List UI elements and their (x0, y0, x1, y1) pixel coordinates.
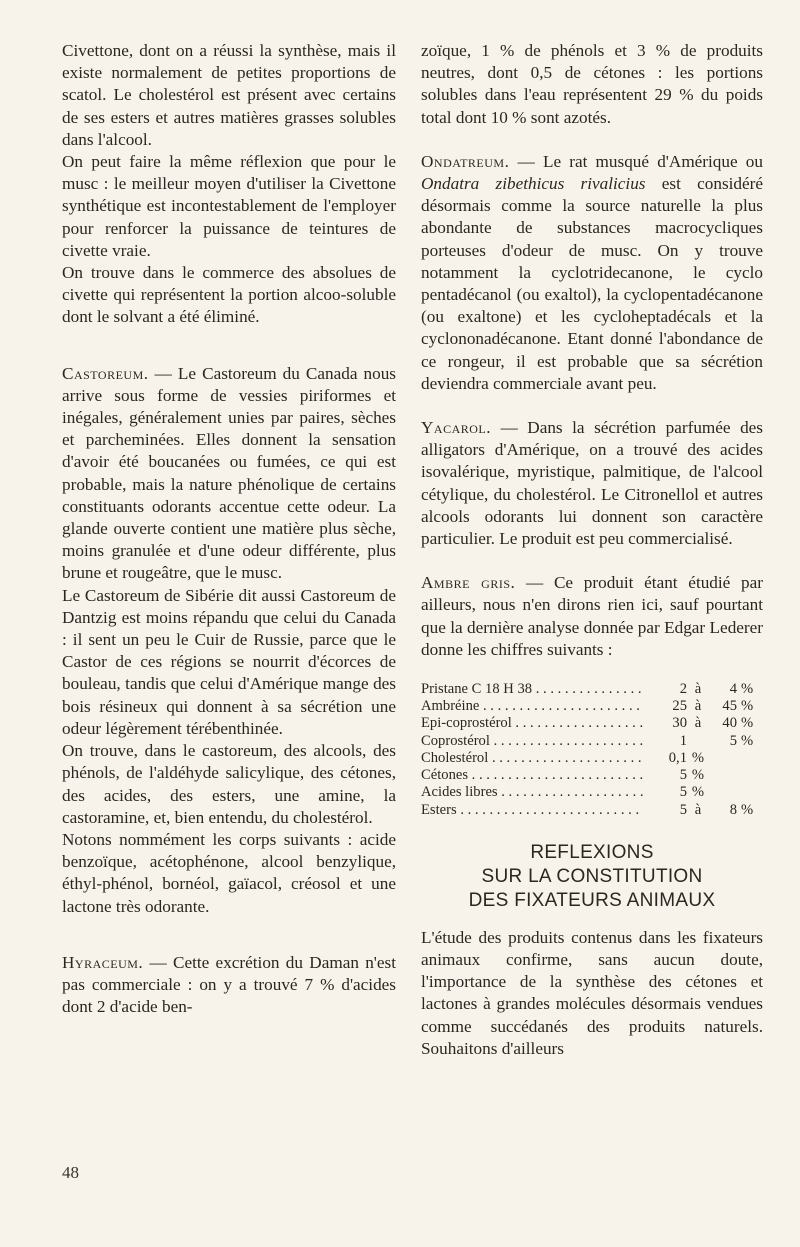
hyraceum-paragraph (62, 952, 396, 1019)
castoreum-text-1: — Le Castoreum du Canada nous arrive sous forme de vessies piriformes et inégales, généralement unies par paires, sèches et parcheminées. Elles donnent la sensation d'avoir été boucanées ou fumées, ce qui est probable, mais la nature phénolique de certains constituants odorants accentue cette odeur. La glande ouverte contient une matière plus sèche, moins granulée et d'une odeur différente, plus brune et rougeâtre, que le musc. (62, 363, 396, 583)
ambre-text: — Ce produit étant étudié par ailleurs, nous n'en dirons rien ici, sauf pourtant que la dernière analyse donnée par Edgar Lederer donne les chiffres suivants : (421, 573, 763, 659)
ambre-table-row (421, 698, 763, 715)
section-title-line-1: REFLEXIONS (530, 841, 654, 863)
ondatreum-text-a: — Le rat musqué d'Amérique ou (509, 151, 763, 171)
reflexions-paragraph: L'étude des produits contenus dans les fixateurs animaux confirme, sans aucun doute, l'importance de la synthèse des cétones et lactones à grandes molécules désormais vendues comme succédanés des produits naturels. Souhaitons d'ailleurs (421, 927, 763, 1058)
section-title (421, 841, 763, 913)
value-unit (737, 767, 763, 784)
page-number: 48 (62, 1163, 79, 1182)
ambre-table-row (421, 767, 763, 784)
ambre-table-row (421, 715, 763, 732)
civette-paragraph-2: On peut faire la même réflexion que pour le musc : le meilleur moyen d'utiliser la Civettone synthétique est incontestablement de l'employer pour renforcer la puissance de teintures de civette vraie. (62, 152, 396, 260)
value-max (709, 767, 737, 784)
component-label: Cétones . . . (421, 767, 643, 783)
hyraceum-heading: Hyraceum. (62, 952, 144, 972)
component-name (421, 802, 659, 819)
hyraceum-text: — Cette excrétion du Daman n'est pas commerciale : on y a trouvé 7 % d'acides dont 2 d'acide ben- (62, 952, 396, 1017)
castoreum-paragraph-2: Le Castoreum de Sibérie dit aussi Castoreum de Dantzig est moins répandu que celui du Canada : il sent un peu le Cuir de Russie, parce que le Castor de ces régions se nourrit d'écorces de bouleau, tandis que celui d'Amérique mange des bois résineux qui donnent à sa sécrétion une odeur légèrement térébenthinée. (62, 585, 396, 738)
value-min: 1 (679, 732, 687, 749)
value-separator: % (691, 784, 705, 801)
value-min: 0,1 (668, 749, 687, 766)
component-name (421, 784, 659, 801)
ondatreum-heading: Ondatreum. (421, 151, 510, 171)
value-min: 5 (679, 767, 687, 784)
ambre-table-row (421, 733, 763, 750)
ambre-table-body (421, 681, 763, 819)
section-title-line-2: SUR LA CONSTITUTION (481, 865, 703, 887)
castoreum-paragraph-3: On trouve, dans le castoreum, des alcools, des phénols, de l'aldéhyde salicylique, des cétones, des acides, des esters, une amine, la castoramine, et, bien entendu, du cholestérol. (62, 741, 396, 827)
left-column (62, 40, 396, 1018)
civette-paragraph-3: On trouve dans le commerce des absolues de civette qui représentent la portion alcoo-soluble dont le solvant a été éliminé. (62, 263, 396, 327)
castoreum-heading: Castoreum. (62, 363, 149, 383)
value-separator: à (694, 715, 702, 732)
yacarol-heading: Yacarol. (421, 418, 492, 438)
component-label: Ambréine . . . (421, 698, 643, 714)
value-max (709, 784, 737, 801)
value-max: 8 (729, 801, 737, 818)
ambre-paragraph (421, 572, 763, 661)
value-unit: % (741, 681, 754, 698)
hyraceum-continuation: zoïque, 1 % de phénols et 3 % de produits neutres, dont 0,5 de cétones : les portions solubles dans l'eau représentent 29 % du poids total dont 10 % sont azotés. (421, 41, 763, 127)
component-name (421, 698, 659, 715)
value-separator: à (694, 681, 702, 698)
value-unit: % (741, 715, 754, 732)
yacarol-text: — Dans la sécrétion parfumée des alligators d'Amérique, on a trouvé des acides isovalérique, myristique, palmitique, de l'alcool cétylique, du cholestérol. Le Citronellol et autres alcools odorants lui donnent son caractère particulier. Le produit est peu commercialisé. (421, 418, 763, 549)
ondatreum-species-name: Ondatra zibethicus rivalicius (421, 174, 646, 194)
component-label: Acides libres . . . (421, 784, 643, 800)
value-unit: % (741, 801, 754, 818)
value-max: 4 (729, 681, 737, 698)
castoreum-paragraph-1 (62, 363, 396, 585)
value-unit: % (741, 698, 754, 715)
component-name (421, 715, 659, 732)
civette-paragraph-1: Civettone, dont on a réussi la synthèse, mais il existe normalement de petites proportions de scatol. Le cholestérol est présent avec certains de ses esters et autres matières grasses solubles dans l'alcool. (62, 41, 396, 149)
value-separator: à (694, 698, 702, 715)
component-name (421, 733, 659, 750)
value-min: 30 (672, 715, 687, 732)
value-separator: % (691, 749, 705, 766)
right-column (421, 40, 763, 1060)
value-unit: % (741, 732, 754, 749)
value-min: 5 (679, 801, 687, 818)
value-max: 40 (722, 715, 737, 732)
value-unit (737, 750, 763, 767)
value-unit (737, 784, 763, 801)
ambre-table-row (421, 784, 763, 801)
value-min: 5 (679, 784, 687, 801)
section-title-line-3: DES FIXATEURS ANIMAUX (468, 889, 716, 911)
value-min: 25 (672, 698, 687, 715)
castoreum-paragraph-4: Notons nommément les corps suivants : acide benzoïque, acétophénone, alcool benzylique, éthyl-phénol, bornéol, gaïacol, créosol et une lactone très odorante. (62, 829, 396, 916)
component-label: Cholestérol . . . (421, 750, 643, 766)
ambre-table-row (421, 681, 763, 698)
ondatreum-paragraph (421, 151, 763, 395)
ambre-table-row (421, 750, 763, 767)
component-name (421, 767, 659, 784)
value-max: 5 (729, 732, 737, 749)
ondatreum-text-b: est considéré désormais comme la source naturelle la plus abondante de substances macrocycliques porteuses d'odeur de musc. On y trouve notamment la cyclotridecanone, le cyclo pentadécanol (ou exaltol), la cyclopentadécanone (ou exaltone) et les cycloheptadécals et la cyclononadécanone. Etant donné l'abondance de ce rongeur, il est probable que sa sécrétion deviendra commerciale avant peu. (421, 174, 763, 393)
component-label: Coprostérol . . . (421, 733, 643, 749)
value-min: 2 (679, 681, 687, 698)
yacarol-paragraph (421, 417, 763, 550)
component-label: Esters . . . (421, 802, 643, 818)
value-separator (687, 733, 709, 750)
component-name (421, 681, 659, 698)
ambre-analysis-table (421, 681, 763, 819)
ambre-heading: Ambre gris. (421, 573, 516, 593)
value-max (709, 750, 737, 767)
value-separator: à (694, 801, 702, 818)
ambre-table-row (421, 802, 763, 819)
value-max: 45 (722, 698, 737, 715)
component-label: Pristane C 18 H 38 . . . (421, 681, 643, 697)
component-name (421, 750, 659, 767)
value-separator: % (691, 767, 705, 784)
component-label: Epi-coprostérol . . . (421, 715, 643, 731)
